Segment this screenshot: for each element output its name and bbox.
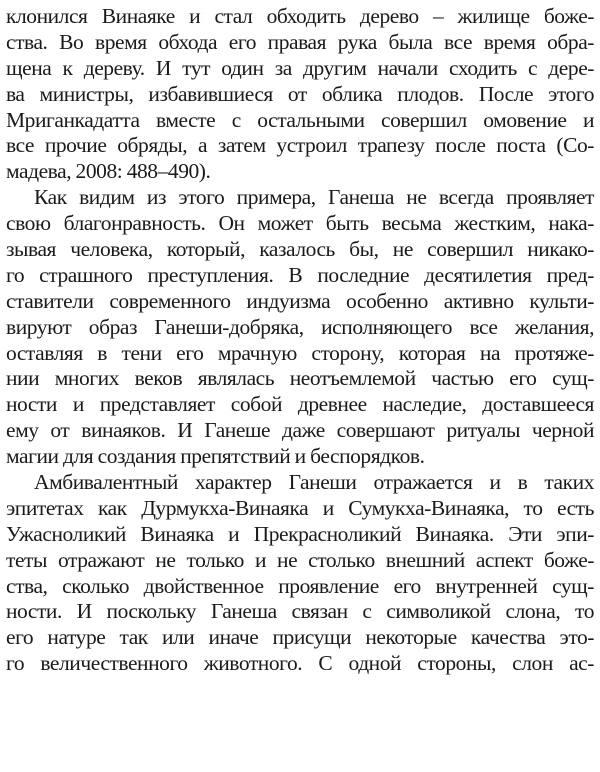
document-page bbox=[6, 4, 594, 677]
text-line: ства, сколько двойственное проявление его внутренней сущ- bbox=[6, 573, 594, 598]
text-line: мадева, 2008: 488–490). bbox=[6, 159, 211, 184]
text-line: зывая человека, который, казалось бы, не совершил никако- bbox=[6, 237, 594, 262]
text-line: го величественного животного. С одной стороны, слон ас- bbox=[6, 651, 594, 676]
paragraph bbox=[6, 185, 594, 470]
text-line: теты отражают не только и не столько внешний аспект боже- bbox=[6, 547, 594, 572]
text-line: свою благонравность. Он может быть весьма жестким, нака- bbox=[6, 211, 594, 236]
text-line: Амбивалентный характер Ганеши отражается и в таких bbox=[34, 470, 594, 495]
text-line: Мриганкадатта вместе с остальными совершил омовение и bbox=[6, 107, 594, 132]
text-line: нии многих веков являлась неотъемлемой частью его сущ- bbox=[6, 366, 594, 391]
text-line: Как видим из этого примера, Ганеша не всегда проявляет bbox=[34, 185, 594, 210]
text-line: все прочие обряды, а затем устроил трапезу после поста (Со- bbox=[6, 133, 594, 158]
text-line: ности. И поскольку Ганеша связан с символикой слона, то bbox=[6, 599, 594, 624]
text-line: Ужасноликий Винаяка и Прекрасноликий Винаяка. Эти эпи- bbox=[6, 521, 594, 546]
text-line: клонился Винаяке и стал обходить дерево – жилище боже- bbox=[6, 4, 594, 28]
text-line: го страшного преступления. В последние десятилетия пред- bbox=[6, 262, 594, 287]
paragraph bbox=[6, 4, 594, 185]
text-line: ставители современного индуизма особенно активно культи- bbox=[6, 288, 594, 313]
text-line: щена к дереву. И тут один за другим начали сходить с дере- bbox=[6, 55, 594, 80]
text-line: эпитетах как Дурмукха-Винаяка и Сумукха-Винаяка, то есть bbox=[6, 495, 594, 520]
text-line: ства. Во время обхода его правая рука была все время обра- bbox=[6, 29, 594, 54]
text-line: его натуре так или иначе присущи некоторые качества это- bbox=[6, 625, 594, 650]
text-line: магии для создания препятствий и беспорядков. bbox=[6, 444, 425, 469]
text-line: ва министры, избавившиеся от облика плодов. После этого bbox=[6, 81, 594, 106]
text-line: ему от винаяков. И Ганеше даже совершают ритуалы черной bbox=[6, 418, 594, 443]
paragraph bbox=[6, 470, 594, 677]
text-line: ности и представляет собой древнее наследие, доставшееся bbox=[6, 392, 594, 417]
text-line: вируют образ Ганеши-добряка, исполняющего все желания, bbox=[6, 314, 594, 339]
text-line: оставляя в тени его мрачную сторону, которая на протяже- bbox=[6, 340, 594, 365]
